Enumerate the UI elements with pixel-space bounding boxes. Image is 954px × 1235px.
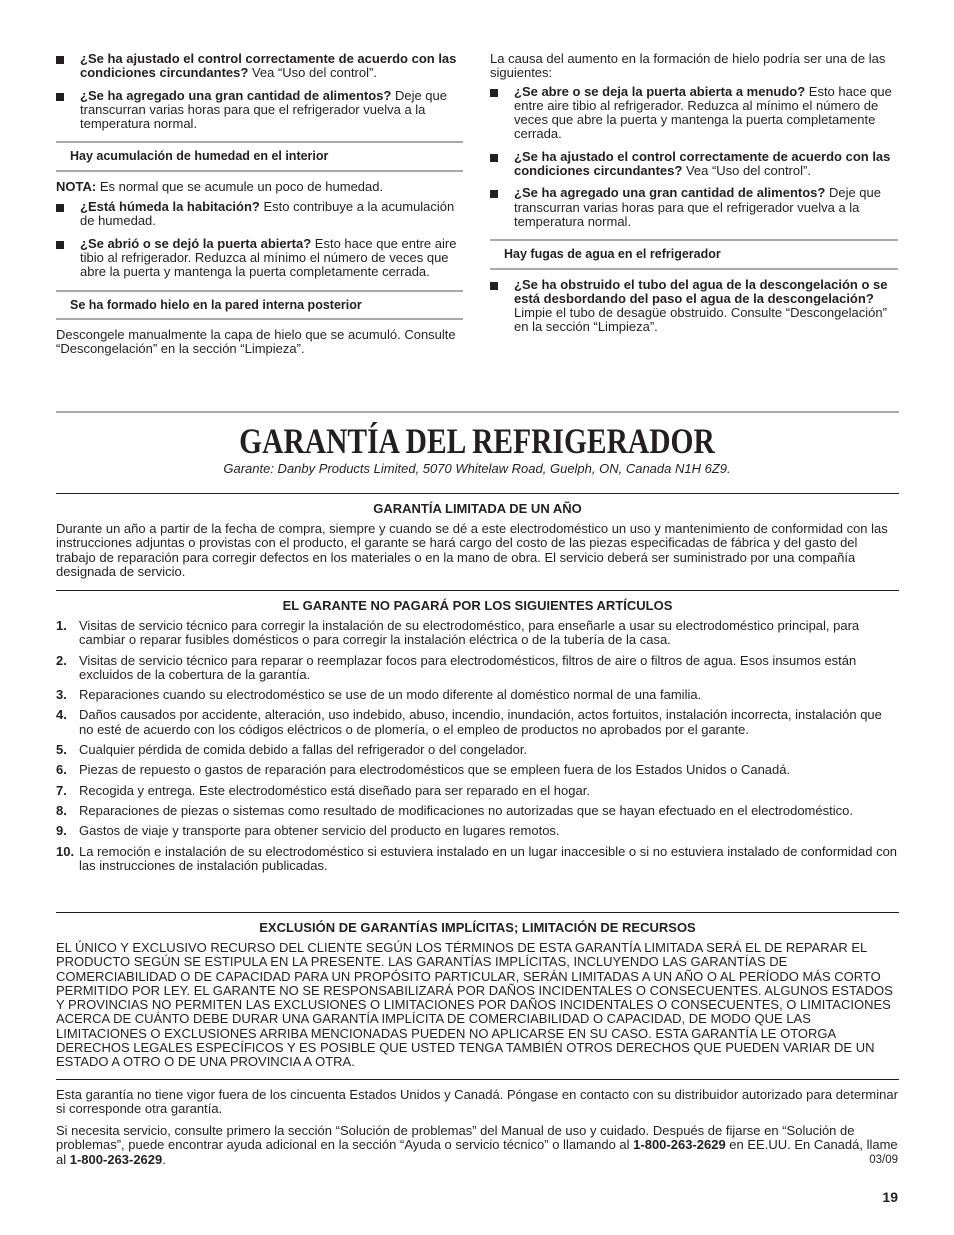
- date-code: 03/09: [869, 1154, 898, 1166]
- bullet-question: ¿Está húmeda la habitación?: [80, 199, 260, 215]
- list-item: [56, 619, 899, 648]
- service-text-part: en EE.UU. En Canadá, llame al: [56, 1137, 898, 1167]
- exclusions-heading: EL GARANTE NO PAGARÁ POR LOS SIGUIENTES ARTÍCULOS: [282, 598, 673, 613]
- ice-heading: Se ha formado hielo en la pared interna posterior: [56, 290, 463, 320]
- bullet-question: ¿Se ha ajustado el control correctamente de acuerdo con las condiciones circundantes?: [80, 51, 457, 81]
- item-text: Reparaciones cuando su electrodoméstico se use de un modo diferente al doméstico normal de una familia.: [79, 687, 702, 703]
- list-item: [56, 784, 899, 798]
- bullet-answer: Vea “Uso del control”.: [248, 65, 377, 81]
- bullet-question: ¿Se ha obstruido el tubo del agua de la descongelación o se está desbordando del paso el agua de la descongelación?: [514, 276, 888, 306]
- list-item: [56, 743, 899, 757]
- item-text: Visitas de servicio técnico para corregir la instalación de su electrodoméstico, para enseñarle a usar su electrodoméstico principal, para cambiar o reparar fusibles domésticos o para corregir la instalación eléctrica o de la tubería de la casa.: [79, 618, 860, 648]
- item-number: 7.: [56, 782, 67, 798]
- guarantor: Garante: Danby Products Limited, 5070 Whitelaw Road, Guelph, ON, Canada N1H 6Z9.: [223, 461, 731, 476]
- item-text: Daños causados por accidente, alteración, uso indebido, abuso, incendio, inundación, actos fortuitos, instalación incorrecta, instalación que no esté de acuerdo con los códigos eléctricos o de plomería, o el empleo de productos no aprobados por el garante.: [79, 707, 882, 737]
- list-item: [56, 845, 899, 874]
- phone-us: 1-800-263-2629: [633, 1137, 726, 1153]
- bullet-item: [490, 150, 898, 179]
- bullet-question: ¿Se ha agregado una gran cantidad de alimentos?: [514, 185, 826, 201]
- bullet-item: [490, 186, 898, 229]
- right-column: [490, 52, 898, 343]
- item-number: 8.: [56, 802, 67, 818]
- bullet-answer: Deje que transcurran varias horas para que el refrigerador vuelva a la temperatura normal.: [80, 87, 447, 132]
- service-text: [56, 1124, 899, 1167]
- exclusions-list: [56, 619, 899, 879]
- bullet-item: [490, 85, 898, 142]
- limited-warranty-heading: GARANTÍA LIMITADA DE UN AÑO: [373, 501, 582, 516]
- item-number: 1.: [56, 618, 67, 633]
- bullet-question: ¿Se abre o se deja la puerta abierta a menudo?: [514, 83, 806, 99]
- bullet-question: ¿Se ha agregado una gran cantidad de alimentos?: [80, 87, 392, 103]
- note-label: NOTA:: [56, 178, 97, 194]
- bullet-answer: Deje que transcurran varias horas para que el refrigerador vuelva a la temperatura normal.: [514, 185, 881, 229]
- bullet-answer: Esto hace que entre aire tibio al refrigerador. Reduzca al mínimo el número de veces que abre la puerta y mantenga la puerta completamente cerrada.: [514, 83, 892, 142]
- phone-canada: 1-800-263-2629: [69, 1151, 163, 1167]
- item-number: 2.: [56, 652, 67, 668]
- item-text: Visitas de servicio técnico para reparar o reemplazar focos para electrodomésticos, filtros de aire o filtros de agua. Esos insumos están excluidos de la cobertura de la garantía.: [79, 652, 857, 682]
- implied-warranty-heading: EXCLUSIÓN DE GARANTÍAS IMPLÍCITAS; LIMITACIÓN DE RECURSOS: [259, 920, 696, 935]
- item-text: La remoción e instalación de su electrodoméstico si estuviera instalado en un lugar inaccesible o si no estuviera instalado de conformidad con las instrucciones de instalación publicadas.: [79, 843, 898, 873]
- list-item: [56, 824, 899, 838]
- item-number: 3.: [56, 687, 67, 703]
- item-text: Piezas de repuesto o gastos de reparación para electrodomésticos que se empleen fuera de los Estados Unidos o Canadá.: [79, 762, 791, 778]
- limited-warranty-text: Durante un año a partir de la fecha de compra, siempre y cuando se dé a este electrodoméstico un uso y mantenimiento de conformidad con las instrucciones adjuntas o provistas con el producto, el garante se hará cargo del costo de las piezas especificadas de fábrica y del gasto del trabajo de reparación para corregir defectos en los materiales o en la mano de obra. El servicio deberá ser suministrado por una compañía designada de servicio.: [56, 521, 888, 579]
- item-number: 6.: [56, 762, 67, 778]
- list-item: [56, 688, 899, 702]
- item-number: 5.: [56, 742, 67, 758]
- list-item: [56, 763, 899, 777]
- square-bullet-icon: [56, 241, 64, 249]
- bullet-item: [56, 89, 463, 132]
- bullet-answer: Limpie el tubo de desagüe obstruido. Consulte “Descongelación” en la sección “Limpieza”.: [514, 305, 887, 335]
- service-text-part: .: [162, 1151, 166, 1167]
- item-text: Cualquier pérdida de comida debido a fallas del refrigerador o del congelador.: [79, 742, 528, 758]
- square-bullet-icon: [490, 89, 498, 97]
- divider: [56, 590, 899, 591]
- divider: [56, 411, 899, 413]
- list-item: [56, 654, 899, 683]
- item-number: 9.: [56, 823, 67, 839]
- square-bullet-icon: [490, 154, 498, 162]
- bullet-item: [56, 52, 463, 81]
- item-text: Recogida y entrega. Este electrodoméstico está diseñado para ser reparado en el hogar.: [79, 782, 590, 798]
- divider: [56, 912, 899, 913]
- divider: [56, 1079, 899, 1080]
- divider: [56, 493, 899, 494]
- bullet-answer: Vea “Uso del control”.: [682, 163, 811, 179]
- implied-warranty-text: EL ÚNICO Y EXCLUSIVO RECURSO DEL CLIENTE SEGÚN LOS TÉRMINOS DE ESTA GARANTÍA LIMITADA SERÁ EL DE REPARAR EL PRODUCTO SEGÚN SE ESTIPULA EN LA PRESENTE. LAS GARANTÍAS IMPLÍCITAS, INCLUYENDO LAS GARANTÍAS DE COMERCIABILIDAD O DE CAPACIDAD PARA UN PROPÓSITO PARTICULAR, SERÁN LIMITADAS A UN AÑO O AL PERÍODO MÁS CORTO PERMITIDO POR LEY. EL GARANTE NO SE RESPONSABILIZARÁ POR DAÑOS INCIDENTALES O CONSECUENTES. ALGUNOS ESTADOS Y PROVINCIAS NO PERMITEN LAS EXCLUSIONES O LIMITACIONES POR DAÑOS INCIDENTALES O CONSECUENTES, O LIMITACIONES ACERCA DE CUÁNTO DEBE DURAR UNA GARANTÍA IMPLÍCITA DE COMERCIABILIDAD O CAPACIDAD, DE MODO QUE LAS LIMITACIONES O EXCLUSIONES ARRIBA MENCIONADAS PUEDEN NO APLICARSE EN SU CASO. ESTA GARANTÍA LE OTORGA DERECHOS LEGALES ESPECÍFICOS Y ES POSIBLE QUE USTED TENGA TAMBIÉN OTROS DERECHOS QUE PUEDEN VARIAR DE UN ESTADO A OTRO O DE UNA PROVINCIA A OTRA.: [56, 940, 893, 1070]
- item-text: Reparaciones de piezas o sistemas como resultado de modificaciones no autorizadas que se hayan efectuado en el electrodoméstico.: [79, 802, 853, 818]
- page-number: 19: [882, 1189, 898, 1205]
- leak-heading: Hay fugas de agua en el refrigerador: [490, 239, 898, 269]
- square-bullet-icon: [490, 282, 498, 290]
- item-number: 4.: [56, 707, 67, 723]
- outside-coverage-text: Esta garantía no tiene vigor fuera de los cincuenta Estados Unidos y Canadá. Póngase en contacto con su distribuidor autorizado para determinar si corresponde otra garantía.: [56, 1087, 898, 1117]
- list-item: [56, 708, 899, 737]
- humidity-heading: Hay acumulación de humedad en el interior: [56, 141, 463, 171]
- note-text: Es normal que se acumule un poco de humedad.: [96, 178, 384, 194]
- square-bullet-icon: [56, 56, 64, 64]
- ice-text: Descongele manualmente la capa de hielo que se acumuló. Consulte “Descongelación” en la sección “Limpieza”.: [56, 326, 456, 357]
- bullet-item: [56, 237, 463, 280]
- item-text: Gastos de viaje y transporte para obtener servicio del producto en lugares remotos.: [79, 823, 560, 839]
- bullet-question: ¿Se ha ajustado el control correctamente de acuerdo con las condiciones circundantes?: [514, 148, 891, 179]
- bullet-question: ¿Se abrió o se dejó la puerta abierta?: [80, 235, 312, 251]
- page-title: GARANTÍA DEL REFRIGERADOR: [239, 421, 715, 461]
- list-item: [56, 804, 899, 818]
- square-bullet-icon: [56, 93, 64, 101]
- square-bullet-icon: [56, 204, 64, 212]
- bullet-answer: Esto contribuye a la acumulación de humedad.: [80, 199, 455, 229]
- service-text-part: Si necesita servicio, consulte primero la sección “Solución de problemas” del Manual de uso y cuidado. Después de fijarse en “Solución de problemas”, puede encontrar ayuda adicional en la sección “Ayuda o servicio técnico” o llamando al: [56, 1123, 855, 1153]
- square-bullet-icon: [490, 190, 498, 198]
- left-column: [56, 52, 463, 362]
- note: [56, 180, 463, 194]
- item-number: 10.: [56, 843, 75, 859]
- bullet-answer: Esto hace que entre aire tibio al refrigerador. Reduzca al mínimo el número de veces que abre la puerta y mantenga la puerta completamente cerrada.: [80, 235, 457, 280]
- bullet-item: [490, 278, 898, 335]
- bullet-item: [56, 200, 463, 229]
- ice-intro: La causa del aumento en la formación de hielo podría ser una de las siguientes:: [490, 51, 886, 81]
